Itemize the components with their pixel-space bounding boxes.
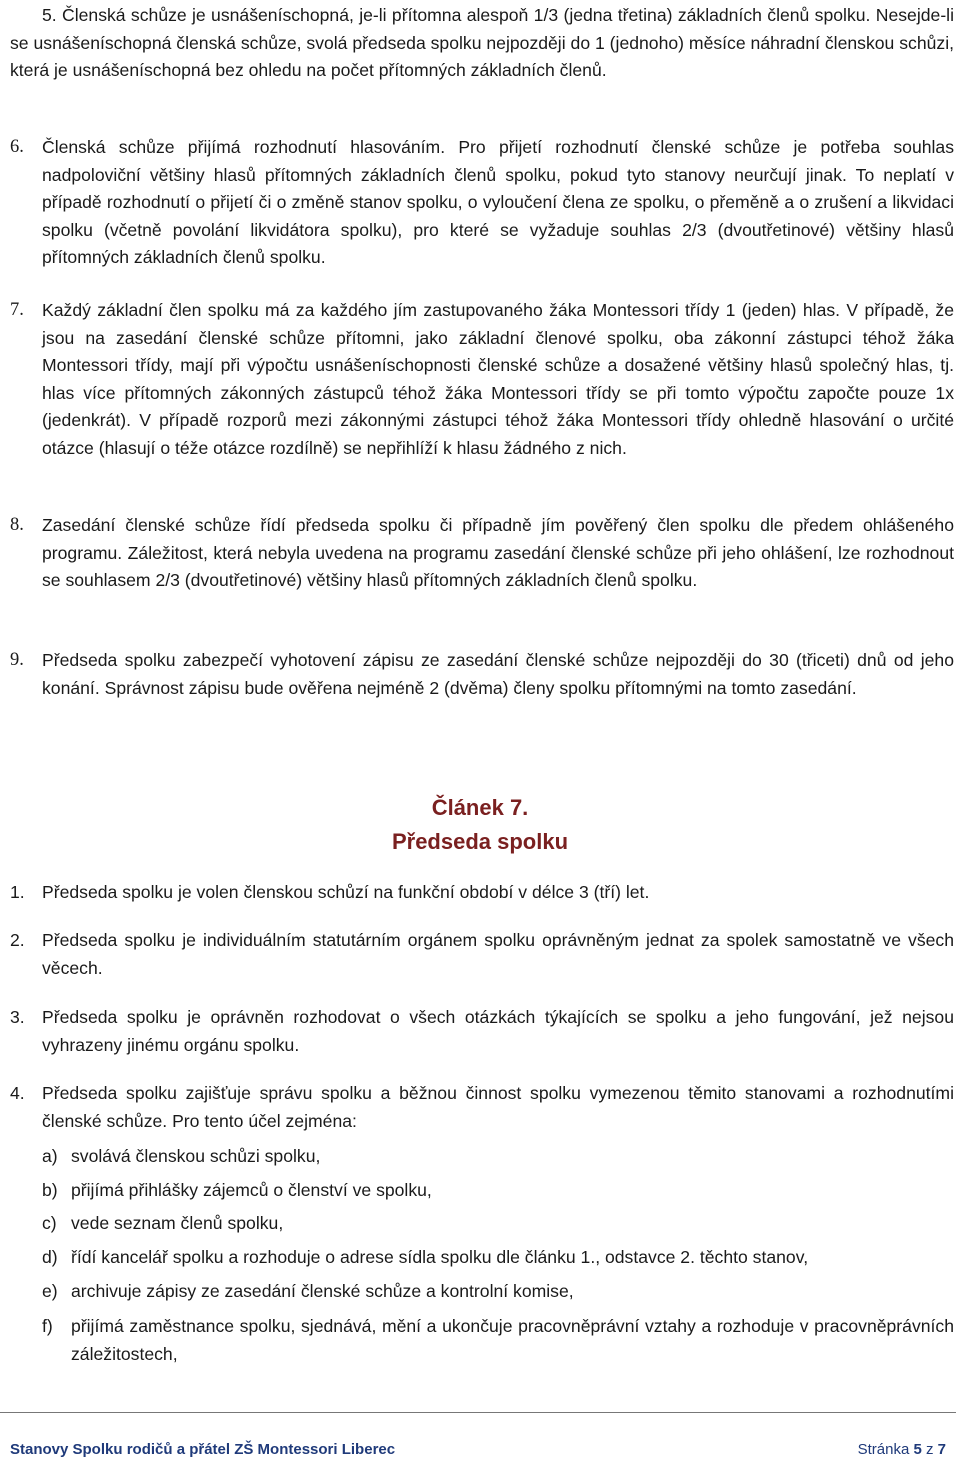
footer-document-title: Stanovy Spolku rodičů a přátel ZŠ Montessori Liberec [10,1441,396,1458]
paragraph-5 [10,2,954,85]
list-text: přijímá přihlášky zájemců o členství ve spolku, [71,1180,432,1200]
list-text: řídí kancelář spolku a rozhoduje o adrese sídla spolku dle článku 1., odstavce 2. těchto stanov, [71,1247,809,1267]
paragraph-number: 7. [10,300,24,320]
article-paragraph-1 [10,879,954,907]
total-pages: 7 [937,1441,946,1458]
list-item-b [42,1177,954,1205]
paragraph-7 [10,297,954,462]
paragraph-9 [10,647,954,702]
list-item-a [42,1143,954,1171]
paragraph-number: 8. [10,515,24,535]
list-letter: e) [42,1281,58,1301]
page-label: Stránka [857,1441,910,1458]
paragraph-number: 9. [10,650,24,670]
list-letter: b) [42,1180,58,1200]
footer-divider [0,1412,956,1413]
paragraph-number: 6. [10,137,24,157]
page-separator: z [925,1441,934,1458]
paragraph-body: Členská schůze je usnášeníschopná, je-li přítomna alespoň 1/3 (jedna třetina) základních členů spolku. Nesejde-li se usnášeníschopná členská schůze, svolá předseda spolku nejpozději do 1 (jednoho) měsíce náhradní členskou schůzi, která je usnášeníschopná bez ohledu na počet přítomných základních členů. [10,5,954,80]
list-text: svolává členskou schůzi spolku, [71,1146,321,1166]
footer-page-number [858,1441,946,1458]
paragraph-text: Předseda spolku je volen členskou schůzí na funkční období v délce 3 (tří) let. [42,882,650,902]
paragraph-text: Každý základní člen spolku má za každého jím zastupovaného žáka Montessori třídy 1 (jeden) hlas. V případě, že jsou na zasedání členské schůze přítomni, jako základní členové spolku, oba zákonní zástupci téhož žáka Montessori třídy, mají při výpočtu usnášeníschopnosti členské schůze a dosažené většiny hlasů společný hlas, tj. hlas více přítomných zákonných zástupců téhož žáka Montessori třídy se při tomto výpočtu započte pouze 1x (jedenkrát). V případě rozporů mezi zákonnými zástupci téhož žáka Montessori třídy ohledně hlasování o určité otázce (hlasují o téže otázce rozdílně) se nepřihlíží k hlasu žádného z nich. [42,300,954,458]
article-subtitle: Předseda spolku [391,829,569,854]
paragraph-number: 5. [42,5,57,25]
list-letter: d) [42,1247,58,1267]
paragraph-number: 4. [10,1083,25,1103]
current-page: 5 [913,1441,922,1458]
article-title: Článek 7. [431,795,529,820]
list-item-d [42,1244,954,1272]
paragraph-8 [10,512,954,595]
paragraph-number: 1. [10,882,25,902]
list-letter: a) [42,1146,58,1166]
paragraph-text: Předseda spolku zabezpečí vyhotovení zápisu ze zasedání členské schůze nejpozději do 30 (třiceti) dnů od jeho konání. Správnost zápisu bude ověřena nejméně 2 (dvěma) členy spolku přítomnými na tomto zasedání. [42,650,954,698]
list-letter: c) [42,1213,57,1233]
paragraph-text: Zasedání členské schůze řídí předseda spolku či případně jím pověřený člen spolku dle předem ohlášeného programu. Záležitost, která nebyla uvedena na programu zasedání členské schůze při jeho ohlášení, lze rozhodnout se souhlasem 2/3 (dvoutřetinové) většiny hlasů přítomných základních členů spolku. [42,515,954,590]
paragraph-text: Předseda spolku zajišťuje správu spolku a běžnou činnost spolku vymezenou těmito stanovami a rozhodnutími členské schůze. Pro tento účel zejména: [42,1083,954,1131]
paragraph-text [10,2,954,85]
paragraph-number: 2. [10,930,25,950]
list-item-e [42,1278,954,1306]
list-text: přijímá zaměstnance spolku, sjednává, mění a ukončuje pracovněprávní vztahy a rozhoduje v pracovněprávních záležitostech, [71,1316,954,1364]
paragraph-text: Předseda spolku je individuálním statutárním orgánem spolku oprávněným jednat za spolek samostatně ve všech věcech. [42,930,954,978]
paragraph-text: Členská schůze přijímá rozhodnutí hlasováním. Pro přijetí rozhodnutí členské schůze je potřeba souhlas nadpoloviční většiny hlasů přítomných základních členů spolku, pokud tyto stanovy neurčují jinak. To neplatí v případě rozhodnutí o přijetí či o změně stanov spolku, o vyloučení člena ze spolku, o přeměně a o zrušení a likvidaci spolku (včetně povolání likvidátora spolku), pro které se vyžaduje souhlas 2/3 (dvoutřetinové) většiny hlasů přítomných základních členů spolku. [42,137,954,267]
article-paragraph-3 [10,1004,954,1059]
paragraph-number: 3. [10,1007,25,1027]
list-text: archivuje zápisy ze zasedání členské schůze a kontrolní komise, [71,1281,574,1301]
paragraph-text: Předseda spolku je oprávněn rozhodovat o všech otázkách týkajících se spolku a jeho fungování, jež nejsou vyhrazeny jinému orgánu spolku. [42,1007,954,1055]
list-item-c [42,1210,954,1238]
article-paragraph-4 [10,1080,954,1135]
list-letter: f) [42,1316,53,1336]
list-item-f [42,1313,954,1368]
list-text: vede seznam členů spolku, [71,1213,284,1233]
article-paragraph-2 [10,927,954,982]
paragraph-6 [10,134,954,272]
